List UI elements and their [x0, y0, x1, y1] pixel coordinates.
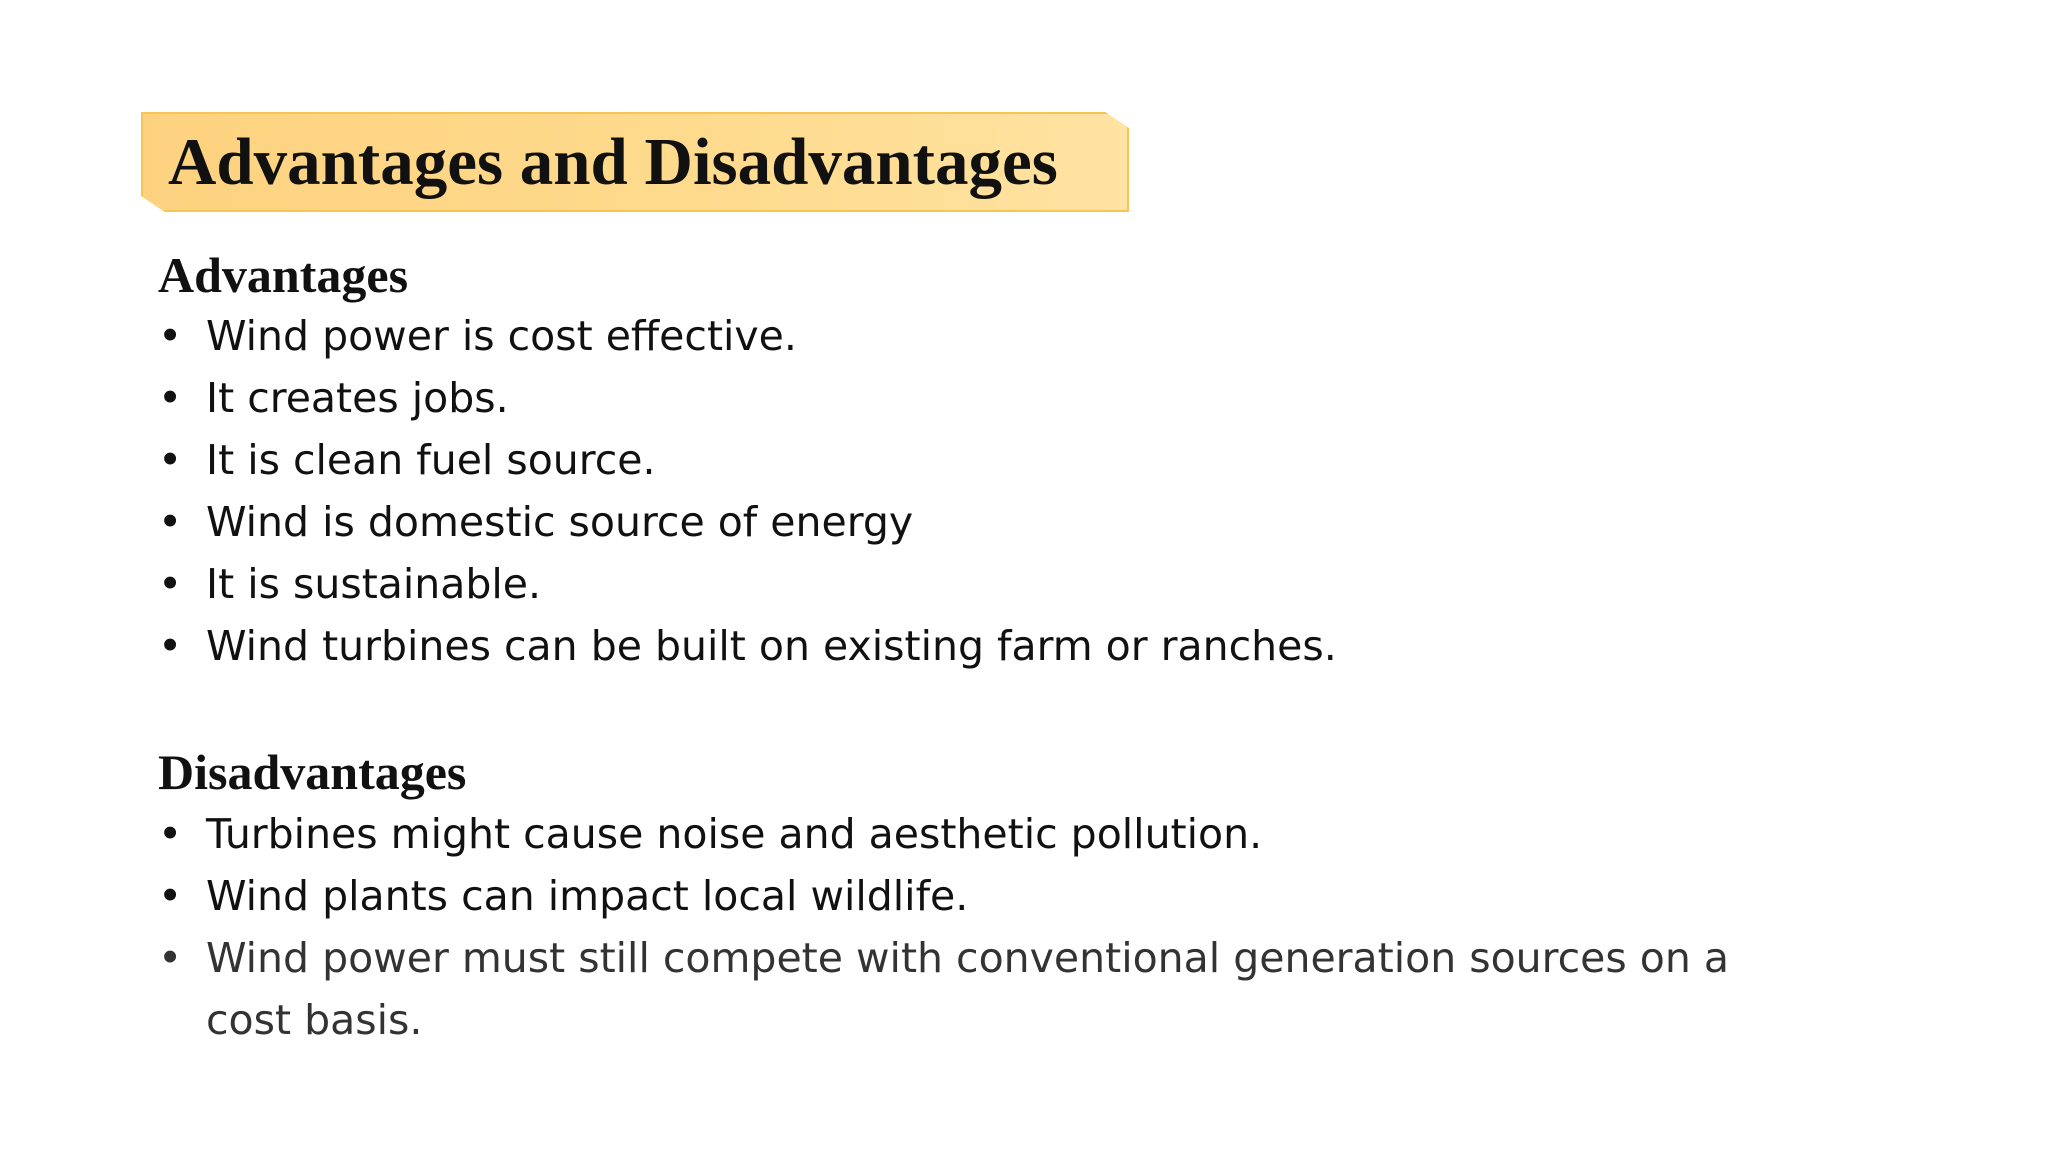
- list-item: [158, 305, 1337, 367]
- list-item: [158, 367, 1337, 429]
- bullet-icon: •: [158, 498, 183, 546]
- disadvantages-heading: Disadvantages: [158, 744, 467, 800]
- disadvantages-list: [158, 803, 1826, 1051]
- bullet-icon: •: [158, 622, 183, 670]
- list-item: [158, 803, 1826, 865]
- list-item-text: It is sustainable.: [206, 560, 542, 608]
- list-item-text: Wind power must still compete with conventional generation sources on a cost basis.: [206, 934, 1729, 1044]
- list-item-text: It creates jobs.: [206, 374, 509, 422]
- slide-title: Advantages and Disadvantages: [168, 125, 1058, 199]
- bullet-icon: •: [158, 560, 183, 608]
- advantages-heading: Advantages: [158, 247, 409, 303]
- advantages-list: [158, 305, 1337, 677]
- list-item: [158, 553, 1337, 615]
- list-item-text: It is clean fuel source.: [206, 436, 656, 484]
- list-item: [158, 865, 1826, 927]
- bullet-icon: •: [158, 312, 183, 360]
- list-item-text: Wind power is cost effective.: [206, 312, 797, 360]
- bullet-icon: •: [158, 810, 183, 858]
- list-item: [158, 429, 1337, 491]
- list-item: [158, 491, 1337, 553]
- bullet-icon: •: [158, 436, 183, 484]
- bullet-icon: •: [158, 934, 183, 982]
- list-item: [158, 615, 1337, 677]
- list-item-text: Wind turbines can be built on existing farm or ranches.: [206, 622, 1337, 670]
- list-item-text: Wind is domestic source of energy: [206, 498, 914, 546]
- list-item-text: Turbines might cause noise and aesthetic pollution.: [206, 810, 1263, 858]
- bullet-icon: •: [158, 872, 183, 920]
- bullet-icon: •: [158, 374, 183, 422]
- list-item-text: Wind plants can impact local wildlife.: [206, 872, 969, 920]
- list-item: [158, 927, 1826, 1051]
